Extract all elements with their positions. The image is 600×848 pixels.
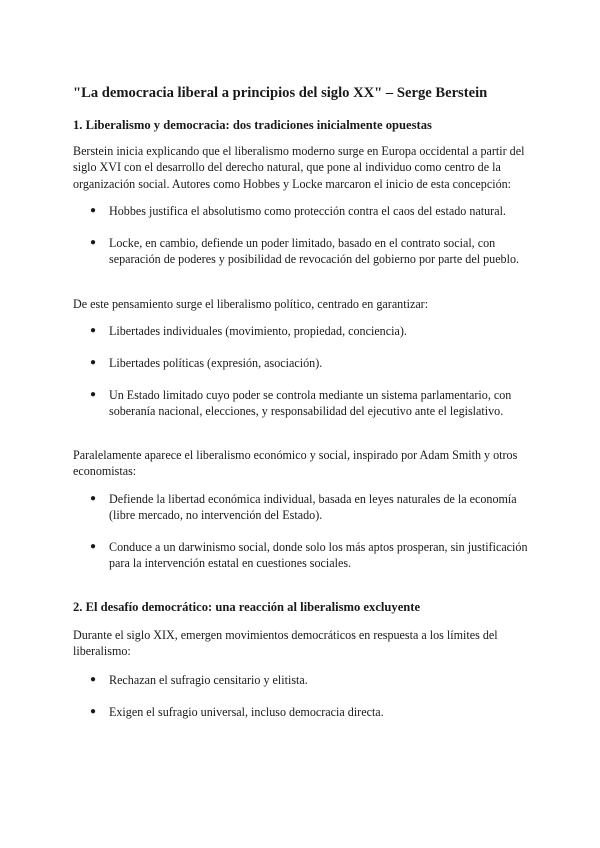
bullet-icon: ● (90, 357, 97, 368)
list-item-text: Un Estado limitado cuyo poder se controla mediante un sistema parlamentario, con soberanía nacional, elecciones, y responsabilidad del ejecutivo ante el legislativo. (109, 388, 512, 419)
bullet-icon: ● (90, 325, 97, 336)
bullet-icon: ● (90, 706, 97, 717)
list-item-text: Libertades políticas (expresión, asociación). (109, 356, 323, 370)
list-item-text: Conduce a un darwinismo social, donde solo los más aptos prosperan, sin justificación para la intervención estatal en cuestiones sociales. (109, 540, 528, 571)
list-item-text: Exigen el sufragio universal, incluso democracia directa. (109, 705, 384, 719)
list-item (73, 672, 533, 688)
bullet-icon: ● (90, 205, 97, 216)
bullet-icon: ● (90, 389, 97, 400)
political-liberalism-paragraph: De este pensamiento surge el liberalismo político, centrado en garantizar: (73, 297, 429, 311)
section-2-heading: 2. El desafío democrático: una reacción al liberalismo excluyente (73, 600, 421, 614)
list-item-text: Locke, en cambio, defiende un poder limitado, basado en el contrato social, con separación de poderes y posibilidad de revocación del gobierno por parte del pueblo. (109, 236, 520, 267)
section-2-intro-paragraph: Durante el siglo XIX, emergen movimientos democráticos en respuesta a los límites del liberalismo: (73, 628, 498, 659)
bullet-icon: ● (90, 674, 97, 685)
list-item (73, 323, 533, 339)
list-item (73, 203, 533, 219)
section-1-heading: 1. Liberalismo y democracia: dos tradiciones inicialmente opuestas (73, 118, 432, 132)
list-item (73, 235, 533, 268)
document-title: "La democracia liberal a principios del siglo XX" – Serge Berstein (73, 85, 488, 101)
list-item (73, 704, 533, 720)
bullet-icon: ● (90, 541, 97, 552)
list-item (73, 491, 533, 524)
section-1-intro-paragraph: Berstein inicia explicando que el liberalismo moderno surge en Europa occidental a partir del siglo XVI con el desarrollo del derecho natural, que pone al individuo como centro de la organización social. Autores como Hobbes y Locke marcaron el inicio de esta concepción: (73, 144, 525, 191)
economic-liberalism-paragraph: Paralelamente aparece el liberalismo económico y social, inspirado por Adam Smith y otros economistas: (73, 448, 518, 479)
list-item-text: Defiende la libertad económica individual, basada en leyes naturales de la economía (libre mercado, no intervención del Estado). (109, 492, 517, 523)
list-item (73, 539, 533, 572)
list-item (73, 387, 533, 420)
list-item-text: Hobbes justifica el absolutismo como protección contra el caos del estado natural. (109, 204, 506, 218)
bullet-icon: ● (90, 493, 97, 504)
list-item (73, 355, 533, 371)
bullet-icon: ● (90, 237, 97, 248)
list-item-text: Rechazan el sufragio censitario y elitista. (109, 673, 308, 687)
list-item-text: Libertades individuales (movimiento, propiedad, conciencia). (109, 324, 407, 338)
